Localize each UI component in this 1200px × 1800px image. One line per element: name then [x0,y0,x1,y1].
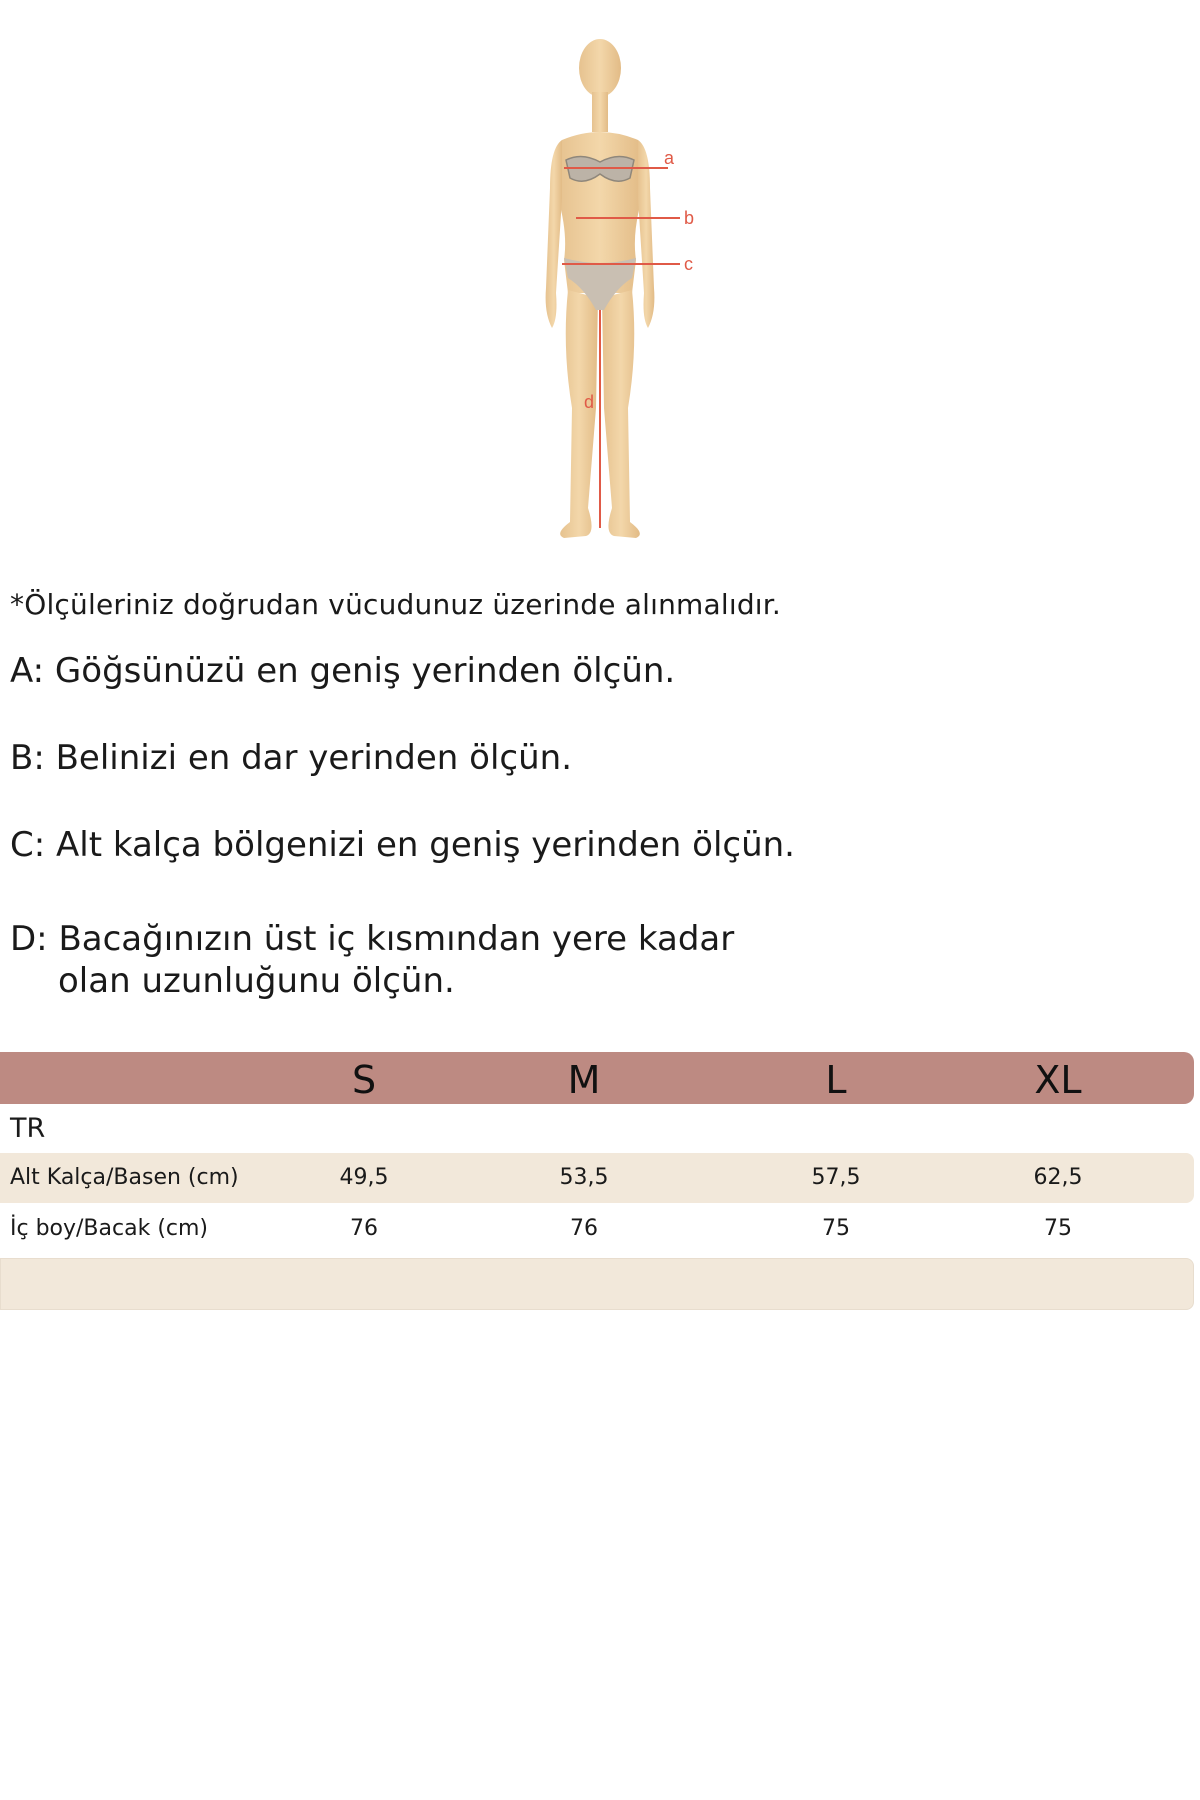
table-row-hip [0,1153,1194,1203]
cell-value: 62,5 [1033,1165,1083,1190]
right-leg-shape [602,290,640,538]
cell-value: 57,5 [811,1165,861,1190]
left-arm-shape [546,140,562,328]
instruction-b: B: Belinizi en dar yerinden ölçün. [10,738,573,778]
table-row-inseam [0,1204,1194,1254]
row-label: İç boy/Bacak (cm) [10,1216,209,1241]
cell-value: 75 [1044,1216,1072,1241]
cell-value: 76 [570,1216,598,1241]
cell-value: 53,5 [559,1165,609,1190]
size-header-s: S [351,1058,377,1102]
size-table-header [0,1052,1194,1104]
instruction-c: C: Alt kalça bölgenizi en geniş yerinden ölçün. [10,825,795,865]
marker-a: a [664,148,675,168]
table-row-empty [0,1258,1194,1310]
neck-shape [592,92,608,132]
head-shape [579,39,621,97]
mannequin-illustration [500,28,760,568]
size-header-l: L [825,1058,847,1102]
region-label: TR [10,1113,46,1144]
instruction-d-line2: olan uzunluğunu ölçün. [58,961,455,1001]
instruction-a: A: Göğsünüzü en geniş yerinden ölçün. [10,651,676,691]
cell-value: 75 [822,1216,850,1241]
body-measurement-figure [500,28,760,568]
instruction-d-line1: D: Bacağınızın üst iç kısmından yere kadar [10,919,735,959]
measurement-note: *Ölçüleriniz doğrudan vücudunuz üzerinde alınmalıdır. [10,588,782,621]
marker-c: c [684,254,693,274]
size-header-xl: XL [1034,1058,1082,1102]
instruction-d [10,918,734,1002]
row-label: Alt Kalça/Basen (cm) [10,1165,239,1190]
size-header-m: M [567,1058,601,1102]
left-leg-shape [560,290,598,538]
cell-value: 76 [350,1216,378,1241]
marker-d: d [584,392,595,412]
cell-value: 49,5 [339,1165,389,1190]
marker-b: b [684,208,695,228]
